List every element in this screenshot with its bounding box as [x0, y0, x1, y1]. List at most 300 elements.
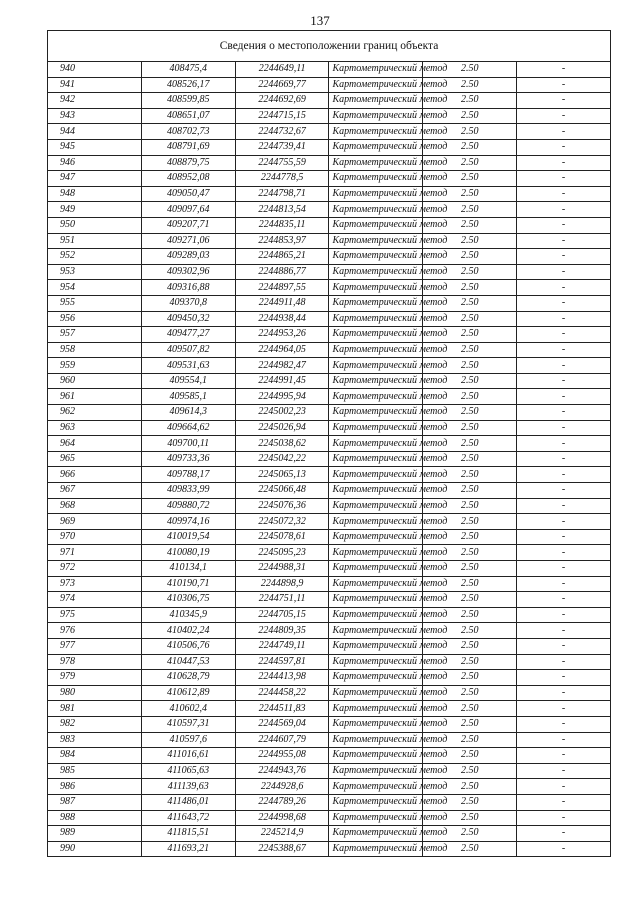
method-cell: Картометрический метод	[329, 358, 423, 374]
table-row	[48, 779, 611, 795]
y-coordinate-cell: 2244865,21	[235, 249, 329, 265]
point-number-cell: 962	[48, 405, 142, 421]
table-row	[48, 716, 611, 732]
table-row	[48, 514, 611, 530]
description-cell: -	[517, 139, 611, 155]
description-cell: -	[517, 483, 611, 499]
y-coordinate-cell: 2244998,68	[235, 810, 329, 826]
point-number-cell: 954	[48, 280, 142, 296]
table-row	[48, 264, 611, 280]
x-coordinate-cell: 411643,72	[141, 810, 235, 826]
table-row	[48, 436, 611, 452]
point-number-cell: 952	[48, 249, 142, 265]
table-row	[48, 794, 611, 810]
description-cell: -	[517, 186, 611, 202]
description-cell: -	[517, 155, 611, 171]
precision-cell: 2.50	[423, 498, 517, 514]
precision-cell: 2.50	[423, 358, 517, 374]
y-coordinate-cell: 2244749,11	[235, 638, 329, 654]
description-cell: -	[517, 358, 611, 374]
x-coordinate-cell: 409554,1	[141, 373, 235, 389]
point-number-cell: 979	[48, 670, 142, 686]
point-number-cell: 955	[48, 295, 142, 311]
y-coordinate-cell: 2244751,11	[235, 592, 329, 608]
x-coordinate-cell: 411065,63	[141, 763, 235, 779]
table-row	[48, 373, 611, 389]
table-row	[48, 701, 611, 717]
precision-cell: 2.50	[423, 108, 517, 124]
y-coordinate-cell: 2244755,59	[235, 155, 329, 171]
x-coordinate-cell: 410628,79	[141, 670, 235, 686]
point-number-cell: 974	[48, 592, 142, 608]
method-cell: Картометрический метод	[329, 233, 423, 249]
description-cell: -	[517, 607, 611, 623]
description-cell: -	[517, 93, 611, 109]
table-row	[48, 77, 611, 93]
description-cell: -	[517, 62, 611, 78]
point-number-cell: 983	[48, 732, 142, 748]
table-row	[48, 202, 611, 218]
method-cell: Картометрический метод	[329, 467, 423, 483]
x-coordinate-cell: 410602,4	[141, 701, 235, 717]
precision-cell: 2.50	[423, 841, 517, 857]
y-coordinate-cell: 2244597,81	[235, 654, 329, 670]
x-coordinate-cell: 410612,89	[141, 685, 235, 701]
x-coordinate-cell: 409585,1	[141, 389, 235, 405]
table-row	[48, 405, 611, 421]
x-coordinate-cell: 408952,08	[141, 171, 235, 187]
point-number-cell: 948	[48, 186, 142, 202]
table-row	[48, 295, 611, 311]
x-coordinate-cell: 409833,99	[141, 483, 235, 499]
method-cell: Картометрический метод	[329, 748, 423, 764]
point-number-cell: 978	[48, 654, 142, 670]
method-cell: Картометрический метод	[329, 732, 423, 748]
description-cell: -	[517, 576, 611, 592]
precision-cell: 2.50	[423, 436, 517, 452]
method-cell: Картометрический метод	[329, 763, 423, 779]
y-coordinate-cell: 2245388,67	[235, 841, 329, 857]
precision-cell: 2.50	[423, 810, 517, 826]
method-cell: Картометрический метод	[329, 420, 423, 436]
precision-cell: 2.50	[423, 405, 517, 421]
method-cell: Картометрический метод	[329, 701, 423, 717]
y-coordinate-cell: 2244692,69	[235, 93, 329, 109]
table-row	[48, 654, 611, 670]
table-row	[48, 561, 611, 577]
y-coordinate-cell: 2245038,62	[235, 436, 329, 452]
precision-cell: 2.50	[423, 217, 517, 233]
description-cell: -	[517, 217, 611, 233]
table-row	[48, 249, 611, 265]
precision-cell: 2.50	[423, 529, 517, 545]
precision-cell: 2.50	[423, 186, 517, 202]
x-coordinate-cell: 410345,9	[141, 607, 235, 623]
table-row	[48, 139, 611, 155]
method-cell: Картометрический метод	[329, 77, 423, 93]
precision-cell: 2.50	[423, 311, 517, 327]
precision-cell: 2.50	[423, 670, 517, 686]
precision-cell: 2.50	[423, 451, 517, 467]
y-coordinate-cell: 2244669,77	[235, 77, 329, 93]
description-cell: -	[517, 794, 611, 810]
table-row	[48, 186, 611, 202]
x-coordinate-cell: 411486,01	[141, 794, 235, 810]
point-number-cell: 958	[48, 342, 142, 358]
table-row	[48, 108, 611, 124]
method-cell: Картометрический метод	[329, 389, 423, 405]
x-coordinate-cell: 410134,1	[141, 561, 235, 577]
description-cell: -	[517, 701, 611, 717]
description-cell: -	[517, 826, 611, 842]
method-cell: Картометрический метод	[329, 373, 423, 389]
description-cell: -	[517, 810, 611, 826]
point-number-cell: 967	[48, 483, 142, 499]
method-cell: Картометрический метод	[329, 670, 423, 686]
method-cell: Картометрический метод	[329, 155, 423, 171]
x-coordinate-cell: 409880,72	[141, 498, 235, 514]
precision-cell: 2.50	[423, 280, 517, 296]
point-number-cell: 946	[48, 155, 142, 171]
description-cell: -	[517, 233, 611, 249]
precision-cell: 2.50	[423, 483, 517, 499]
y-coordinate-cell: 2244853,97	[235, 233, 329, 249]
method-cell: Картометрический метод	[329, 623, 423, 639]
point-number-cell: 941	[48, 77, 142, 93]
description-cell: -	[517, 623, 611, 639]
description-cell: -	[517, 841, 611, 857]
x-coordinate-cell: 409507,82	[141, 342, 235, 358]
description-cell: -	[517, 779, 611, 795]
table-row	[48, 810, 611, 826]
point-number-cell: 984	[48, 748, 142, 764]
x-coordinate-cell: 408475,4	[141, 62, 235, 78]
table-row	[48, 171, 611, 187]
method-cell: Картометрический метод	[329, 436, 423, 452]
y-coordinate-cell: 2244789,26	[235, 794, 329, 810]
precision-cell: 2.50	[423, 342, 517, 358]
x-coordinate-cell: 409207,71	[141, 217, 235, 233]
method-cell: Картометрический метод	[329, 561, 423, 577]
method-cell: Картометрический метод	[329, 171, 423, 187]
description-cell: -	[517, 561, 611, 577]
y-coordinate-cell: 2244813,54	[235, 202, 329, 218]
method-cell: Картометрический метод	[329, 108, 423, 124]
point-number-cell: 963	[48, 420, 142, 436]
method-cell: Картометрический метод	[329, 327, 423, 343]
point-number-cell: 977	[48, 638, 142, 654]
y-coordinate-cell: 2244715,15	[235, 108, 329, 124]
precision-cell: 2.50	[423, 826, 517, 842]
x-coordinate-cell: 409050,47	[141, 186, 235, 202]
x-coordinate-cell: 409271,06	[141, 233, 235, 249]
description-cell: -	[517, 529, 611, 545]
method-cell: Картометрический метод	[329, 841, 423, 857]
method-cell: Картометрический метод	[329, 826, 423, 842]
y-coordinate-cell: 2244991,45	[235, 373, 329, 389]
point-number-cell: 982	[48, 716, 142, 732]
table-row	[48, 685, 611, 701]
point-number-cell: 959	[48, 358, 142, 374]
method-cell: Картометрический метод	[329, 451, 423, 467]
y-coordinate-cell: 2244809,35	[235, 623, 329, 639]
method-cell: Картометрический метод	[329, 685, 423, 701]
precision-cell: 2.50	[423, 748, 517, 764]
y-coordinate-cell: 2245065,13	[235, 467, 329, 483]
method-cell: Картометрический метод	[329, 529, 423, 545]
description-cell: -	[517, 124, 611, 140]
point-number-cell: 989	[48, 826, 142, 842]
boundary-coordinates-table	[47, 30, 611, 857]
x-coordinate-cell: 410080,19	[141, 545, 235, 561]
table-row	[48, 592, 611, 608]
description-cell: -	[517, 295, 611, 311]
table-row	[48, 155, 611, 171]
precision-cell: 2.50	[423, 685, 517, 701]
point-number-cell: 951	[48, 233, 142, 249]
description-cell: -	[517, 763, 611, 779]
x-coordinate-cell: 411815,51	[141, 826, 235, 842]
table-row	[48, 763, 611, 779]
x-coordinate-cell: 409700,11	[141, 436, 235, 452]
description-cell: -	[517, 373, 611, 389]
precision-cell: 2.50	[423, 654, 517, 670]
y-coordinate-cell: 2244928,6	[235, 779, 329, 795]
x-coordinate-cell: 411016,61	[141, 748, 235, 764]
point-number-cell: 973	[48, 576, 142, 592]
method-cell: Картометрический метод	[329, 483, 423, 499]
method-cell: Картометрический метод	[329, 62, 423, 78]
precision-cell: 2.50	[423, 592, 517, 608]
method-cell: Картометрический метод	[329, 93, 423, 109]
precision-cell: 2.50	[423, 576, 517, 592]
x-coordinate-cell: 409370,8	[141, 295, 235, 311]
precision-cell: 2.50	[423, 93, 517, 109]
table-row	[48, 826, 611, 842]
point-number-cell: 940	[48, 62, 142, 78]
description-cell: -	[517, 685, 611, 701]
y-coordinate-cell: 2244607,79	[235, 732, 329, 748]
precision-cell: 2.50	[423, 763, 517, 779]
method-cell: Картометрический метод	[329, 295, 423, 311]
table-row	[48, 732, 611, 748]
method-cell: Картометрический метод	[329, 654, 423, 670]
description-cell: -	[517, 420, 611, 436]
y-coordinate-cell: 2244413,98	[235, 670, 329, 686]
precision-cell: 2.50	[423, 295, 517, 311]
description-cell: -	[517, 405, 611, 421]
precision-cell: 2.50	[423, 124, 517, 140]
x-coordinate-cell: 408791,69	[141, 139, 235, 155]
method-cell: Картометрический метод	[329, 514, 423, 530]
point-number-cell: 971	[48, 545, 142, 561]
method-cell: Картометрический метод	[329, 264, 423, 280]
y-coordinate-cell: 2244835,11	[235, 217, 329, 233]
point-number-cell: 944	[48, 124, 142, 140]
table-row	[48, 327, 611, 343]
point-number-cell: 980	[48, 685, 142, 701]
table-row	[48, 342, 611, 358]
point-number-cell: 964	[48, 436, 142, 452]
table-row	[48, 748, 611, 764]
method-cell: Картометрический метод	[329, 342, 423, 358]
method-cell: Картометрический метод	[329, 249, 423, 265]
table-row	[48, 670, 611, 686]
table-row	[48, 280, 611, 296]
y-coordinate-cell: 2244938,44	[235, 311, 329, 327]
precision-cell: 2.50	[423, 623, 517, 639]
description-cell: -	[517, 498, 611, 514]
y-coordinate-cell: 2244982,47	[235, 358, 329, 374]
description-cell: -	[517, 171, 611, 187]
page-number: 137	[310, 13, 330, 28]
table-title: Сведения о местоположении границ объекта	[48, 31, 611, 62]
point-number-cell: 949	[48, 202, 142, 218]
x-coordinate-cell: 409531,63	[141, 358, 235, 374]
method-cell: Картометрический метод	[329, 124, 423, 140]
y-coordinate-cell: 2245214,9	[235, 826, 329, 842]
x-coordinate-cell: 410019,54	[141, 529, 235, 545]
description-cell: -	[517, 654, 611, 670]
description-cell: -	[517, 451, 611, 467]
method-cell: Картометрический метод	[329, 139, 423, 155]
method-cell: Картометрический метод	[329, 186, 423, 202]
y-coordinate-cell: 2245042,22	[235, 451, 329, 467]
description-cell: -	[517, 514, 611, 530]
method-cell: Картометрический метод	[329, 716, 423, 732]
y-coordinate-cell: 2244964,05	[235, 342, 329, 358]
point-number-cell: 969	[48, 514, 142, 530]
description-cell: -	[517, 638, 611, 654]
y-coordinate-cell: 2244705,15	[235, 607, 329, 623]
table-row	[48, 311, 611, 327]
x-coordinate-cell: 409733,36	[141, 451, 235, 467]
point-number-cell: 990	[48, 841, 142, 857]
y-coordinate-cell: 2244911,48	[235, 295, 329, 311]
y-coordinate-cell: 2244739,41	[235, 139, 329, 155]
method-cell: Картометрический метод	[329, 607, 423, 623]
x-coordinate-cell: 409614,3	[141, 405, 235, 421]
table-row	[48, 233, 611, 249]
table-row	[48, 529, 611, 545]
table-row	[48, 638, 611, 654]
method-cell: Картометрический метод	[329, 280, 423, 296]
point-number-cell: 947	[48, 171, 142, 187]
table-row	[48, 358, 611, 374]
x-coordinate-cell: 410597,31	[141, 716, 235, 732]
method-cell: Картометрический метод	[329, 311, 423, 327]
y-coordinate-cell: 2244511,83	[235, 701, 329, 717]
point-number-cell: 968	[48, 498, 142, 514]
point-number-cell: 966	[48, 467, 142, 483]
x-coordinate-cell: 409664,62	[141, 420, 235, 436]
x-coordinate-cell: 408702,73	[141, 124, 235, 140]
description-cell: -	[517, 77, 611, 93]
point-number-cell: 970	[48, 529, 142, 545]
y-coordinate-cell: 2245072,32	[235, 514, 329, 530]
y-coordinate-cell: 2245026,94	[235, 420, 329, 436]
precision-cell: 2.50	[423, 732, 517, 748]
description-cell: -	[517, 280, 611, 296]
y-coordinate-cell: 2245002,23	[235, 405, 329, 421]
table-title-row	[48, 31, 611, 62]
precision-cell: 2.50	[423, 389, 517, 405]
method-cell: Картометрический метод	[329, 779, 423, 795]
description-cell: -	[517, 748, 611, 764]
description-cell: -	[517, 670, 611, 686]
method-cell: Картометрический метод	[329, 592, 423, 608]
x-coordinate-cell: 408879,75	[141, 155, 235, 171]
point-number-cell: 986	[48, 779, 142, 795]
x-coordinate-cell: 410447,53	[141, 654, 235, 670]
y-coordinate-cell: 2244732,67	[235, 124, 329, 140]
y-coordinate-cell: 2244988,31	[235, 561, 329, 577]
point-number-cell: 950	[48, 217, 142, 233]
precision-cell: 2.50	[423, 327, 517, 343]
description-cell: -	[517, 327, 611, 343]
method-cell: Картометрический метод	[329, 576, 423, 592]
point-number-cell: 961	[48, 389, 142, 405]
y-coordinate-cell: 2244995,94	[235, 389, 329, 405]
table-row	[48, 93, 611, 109]
y-coordinate-cell: 2244798,71	[235, 186, 329, 202]
x-coordinate-cell: 411139,63	[141, 779, 235, 795]
method-cell: Картометрический метод	[329, 498, 423, 514]
precision-cell: 2.50	[423, 561, 517, 577]
precision-cell: 2.50	[423, 202, 517, 218]
precision-cell: 2.50	[423, 794, 517, 810]
precision-cell: 2.50	[423, 171, 517, 187]
y-coordinate-cell: 2244778,5	[235, 171, 329, 187]
precision-cell: 2.50	[423, 373, 517, 389]
table-row	[48, 498, 611, 514]
description-cell: -	[517, 108, 611, 124]
point-number-cell: 942	[48, 93, 142, 109]
y-coordinate-cell: 2244953,26	[235, 327, 329, 343]
method-cell: Картометрический метод	[329, 405, 423, 421]
x-coordinate-cell: 411693,21	[141, 841, 235, 857]
y-coordinate-cell: 2245078,61	[235, 529, 329, 545]
table-row	[48, 467, 611, 483]
point-number-cell: 953	[48, 264, 142, 280]
point-number-cell: 957	[48, 327, 142, 343]
description-cell: -	[517, 264, 611, 280]
x-coordinate-cell: 409788,17	[141, 467, 235, 483]
y-coordinate-cell: 2244886,77	[235, 264, 329, 280]
description-cell: -	[517, 389, 611, 405]
description-cell: -	[517, 592, 611, 608]
method-cell: Картометрический метод	[329, 545, 423, 561]
description-cell: -	[517, 342, 611, 358]
point-number-cell: 965	[48, 451, 142, 467]
x-coordinate-cell: 410506,76	[141, 638, 235, 654]
precision-cell: 2.50	[423, 607, 517, 623]
y-coordinate-cell: 2245066,48	[235, 483, 329, 499]
precision-cell: 2.50	[423, 779, 517, 795]
precision-cell: 2.50	[423, 514, 517, 530]
table-row	[48, 545, 611, 561]
x-coordinate-cell: 409316,88	[141, 280, 235, 296]
x-coordinate-cell: 409097,64	[141, 202, 235, 218]
description-cell: -	[517, 311, 611, 327]
x-coordinate-cell: 410306,75	[141, 592, 235, 608]
x-coordinate-cell: 410190,71	[141, 576, 235, 592]
precision-cell: 2.50	[423, 77, 517, 93]
y-coordinate-cell: 2244898,9	[235, 576, 329, 592]
table-row	[48, 483, 611, 499]
x-coordinate-cell: 408599,85	[141, 93, 235, 109]
x-coordinate-cell: 409974,16	[141, 514, 235, 530]
